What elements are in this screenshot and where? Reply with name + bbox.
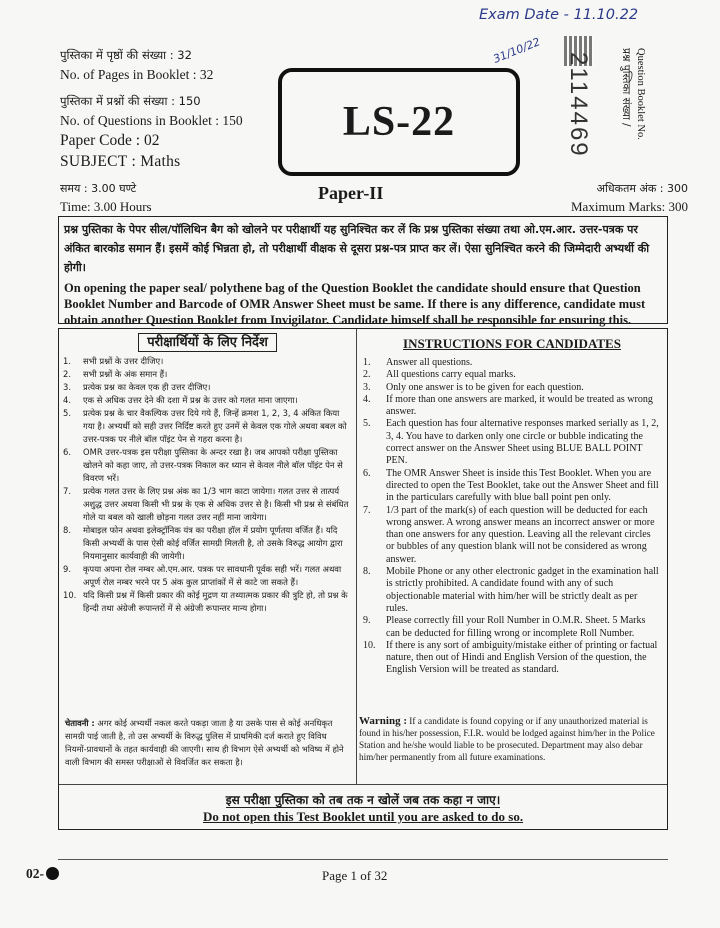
instruction-number: 5. bbox=[63, 408, 71, 418]
hindi-instructions-title: परीक्षार्थियों के लिए निर्देश bbox=[59, 332, 356, 350]
pages-count-en: No. of Pages in Booklet : 32 bbox=[60, 67, 214, 82]
instruction-number: 9. bbox=[63, 564, 71, 574]
serial-label-hi: प्रश्न पुस्तिका संख्या / bbox=[620, 48, 632, 127]
warning-hi: चेतावनी : अगर कोई अभ्यर्थी नकल करते पकड़ा जाता है या उसके पास से कोई अनधिकृत सामग्री पाई जाती है, तो उस अभ्यर्थी के विरुद्ध पुलिस में प्राथमिकी दर्ज कराते हुए विविध नियमों-प्रावधानों के तहत कार्यवाही की जाएगी। साथ ही विभाग ऐसे अभ्यर्थी को भविष्य में होने वाली विभाग की समस्त परीक्षाओं से विवर्जित कर सकता है। bbox=[65, 718, 344, 767]
instruction-number: 10. bbox=[363, 639, 376, 651]
hindi-instructions-list bbox=[59, 355, 349, 615]
column-divider bbox=[356, 329, 357, 784]
instruction-text: मोबाइल फोन अथवा इलेक्ट्रॉनिक यंत्र का परीक्षा हॉल में प्रयोग पूर्णतया वर्जित हैं। यदि किसी अभ्यर्थी के पास ऐसी कोई वर्जित सामग्री मिलती है, तो उसके विरुद्ध आयोग द्वारा नियमानुसार कार्यवाही की जायेगी। bbox=[83, 525, 343, 561]
instruction-number: 5. bbox=[363, 418, 371, 430]
instruction-number: 1. bbox=[63, 356, 71, 366]
instruction-number: 2. bbox=[63, 369, 71, 379]
serial-label bbox=[619, 48, 646, 140]
instruction-item bbox=[359, 394, 661, 419]
instruction-item bbox=[359, 369, 661, 381]
instruction-text: Please correctly fill your Roll Number in O.M.R. Sheet. 5 Marks can be deducted for filling wrong or incomplete Roll Number. bbox=[386, 615, 646, 639]
instruction-number: 8. bbox=[363, 566, 371, 578]
instruction-item bbox=[359, 566, 661, 615]
max-marks-hi: अधिकतम अंक : 300 bbox=[596, 182, 688, 195]
instruction-number: 8. bbox=[63, 525, 71, 535]
max-marks-en: Maximum Marks: 300 bbox=[571, 199, 688, 214]
instruction-number: 6. bbox=[63, 447, 71, 457]
questions-count-en: No. of Questions in Booklet : 150 bbox=[60, 113, 243, 128]
footer-divider bbox=[59, 784, 667, 785]
time-en: Time: 3.00 Hours bbox=[60, 199, 152, 214]
notice-hi: प्रश्न पुस्तिका के पेपर सील/पॉलिथिन बैग को खोलने पर परीक्षार्थी यह सुनिश्चित कर लें कि प्रश्न पुस्तिका संख्या तथा ओ.एम.आर. उत्तर-पत्रक पर अंकित बारकोड समान हैं। इसमें कोई भिन्नता हो, तो परीक्षार्थी वीक्षक से दूसरा प्रश्न-पत्र प्राप्त कर लें। ऐसा सुनिश्चित करने की जिम्मेदारी अभ्यर्थी की होगी। bbox=[64, 223, 650, 274]
notice-en: On opening the paper seal/ polythene bag of the Question Booklet the candidate should ensure that Question Booklet Number and Barcode of OMR Answer Sheet must be same. If there is any difference, candidate must obtain another Question Booklet from Invigilator. Candidate himself shall be responsible for ensuring this. bbox=[64, 281, 646, 327]
page-code: 02- bbox=[26, 866, 59, 882]
instruction-text: सभी प्रश्नों के उत्तर दीजिए। bbox=[83, 356, 164, 366]
paper-title: Paper-II bbox=[318, 183, 384, 203]
instruction-text: Only one answer is to be given for each question. bbox=[386, 381, 584, 393]
pages-count-hi: पुस्तिका में पृष्ठों की संख्या : 32 bbox=[60, 48, 192, 62]
instruction-text: सभी प्रश्नों के अंक समान हैं। bbox=[83, 369, 168, 379]
instruction-item bbox=[59, 589, 349, 615]
instruction-number: 6. bbox=[363, 467, 371, 479]
instruction-text: The OMR Answer Sheet is inside this Test Booklet. When you are directed to open the Test Booklet, take out the Answer Sheet and fill in the particulars carefully with blue ball point pen only. bbox=[386, 467, 659, 504]
instruction-number: 10. bbox=[63, 590, 77, 600]
instruction-text: Mobile Phone or any other electronic gadget in the examination hall is strictly prohibited. A candidate found with any of such objectionable material with him/her will be strictly dealt as per rules. bbox=[386, 566, 659, 614]
instruction-item bbox=[59, 407, 349, 446]
instruction-text: कृपया अपना रोल नम्बर ओ.एम.आर. पत्रक पर सावधानी पूर्वक सही भरें। गलत अथवा अपूर्ण रोल नम्बर भरने पर 5 अंक कुल प्राप्तांकों में से काटे जा सकते हैं। bbox=[83, 564, 342, 587]
instruction-number: 3. bbox=[63, 382, 71, 392]
instruction-text: 1/3 part of the mark(s) of each question will be deducted for each wrong answer. A wrong answer means an incorrect answer or more than one answers for any question. Leaving all the relevant circles or bubbles of any question blank will not be considered as wrong answer. bbox=[386, 504, 655, 565]
english-instructions-list bbox=[359, 357, 661, 677]
booklet-code-box bbox=[278, 68, 520, 176]
questions-count-hi: पुस्तिका में प्रश्नों की संख्या : 150 bbox=[60, 94, 201, 108]
instruction-item bbox=[59, 355, 349, 368]
serial-number: 2114469 bbox=[565, 52, 592, 158]
instruction-text: प्रत्येक प्रश्न के चार वैकल्पिक उत्तर दिये गये हैं, जिन्हें क्रमश 1, 2, 3, 4 अंकित किया गया है। अभ्यर्थी को सही उत्तर निर्दिष्ट करते हुए उनमें से केवल एक गोले अथवा बबल को उत्तर-पत्रक पर नीले बॉल पॉइंट पेन से गहरा करना है। bbox=[83, 408, 347, 444]
instruction-item bbox=[59, 381, 349, 394]
instruction-text: If there is any sort of ambiguity/mistake either of printing or factual nature, then out of Hindi and English Version of the question, the English Version will be treated as standard. bbox=[386, 639, 658, 676]
bottom-rule bbox=[58, 859, 668, 860]
serial-label-en: Question Booklet No. bbox=[635, 48, 646, 140]
instructions-box bbox=[58, 328, 668, 830]
instruction-text: प्रत्येक प्रश्न का केवल एक ही उत्तर दीजिए। bbox=[83, 382, 211, 392]
instruction-item bbox=[359, 505, 661, 566]
instruction-number: 7. bbox=[363, 504, 371, 516]
handwritten-exam-date: Exam Date - 11.10.22 bbox=[479, 7, 639, 23]
instruction-item bbox=[59, 368, 349, 381]
instruction-text: एक से अधिक उत्तर देने की दशा में प्रश्न के उत्तर को गलत माना जाएगा। bbox=[83, 395, 298, 405]
instruction-number: 2. bbox=[363, 369, 371, 381]
instruction-item bbox=[359, 357, 661, 369]
instruction-item bbox=[359, 468, 661, 505]
instruction-item bbox=[59, 524, 349, 563]
booklet-code: LS-22 bbox=[342, 99, 456, 145]
time-hi: समय : 3.00 घण्टे bbox=[60, 182, 137, 195]
instruction-text: All questions carry equal marks. bbox=[386, 369, 516, 381]
instruction-text: If more than one answers are marked, it would be treated as wrong answer. bbox=[386, 393, 653, 418]
english-instructions-title: INSTRUCTIONS FOR CANDIDATES bbox=[403, 336, 621, 351]
instruction-item bbox=[59, 563, 349, 589]
footer-hi: इस परीक्षा पुस्तिका को तब तक न खोलें जब तक कहा न जाए। bbox=[225, 793, 501, 807]
instruction-item bbox=[59, 446, 349, 485]
instruction-item bbox=[59, 394, 349, 407]
instruction-number: 7. bbox=[63, 486, 71, 496]
instruction-number: 9. bbox=[363, 615, 371, 627]
paper-code: Paper Code : 02 bbox=[60, 132, 160, 149]
instruction-text: प्रत्येक गलत उत्तर के लिए प्रश्न अंक का 1/3 भाग काटा जायेगा। गलत उत्तर से तात्पर्य अशुद्ध उत्तर अथवा किसी भी प्रश्न के एक से अधिक उत्तर से है। किसी भी प्रश्न से संबंधित गोले या बबल को खाली छोड़ना गलत उत्तर नहीं माना जायेगा। bbox=[83, 486, 349, 522]
instruction-number: 4. bbox=[63, 395, 71, 405]
instruction-text: OMR उत्तर-पत्रक इस परीक्षा पुस्तिका के अन्दर रखा है। जब आपको परीक्षा पुस्तिका खोलने को कहा जाए, तो उत्तर-पत्रक निकाल कर ध्यान से केवल नीले बॉल पॉइंट पेन से विवरण भरें। bbox=[83, 447, 343, 483]
warning-en: Warning : If a candidate is found copying or if any unauthorized material is found in his/her possession, F.I.R. would be lodged against him/her in the Police Station and he/she would liable to be prosecuted. Department may also debar him/her permanently from all future examinations. bbox=[359, 715, 655, 762]
instruction-number: 1. bbox=[363, 357, 371, 368]
instruction-text: Answer all questions. bbox=[386, 357, 473, 368]
circle-symbol-icon bbox=[46, 867, 59, 880]
instruction-item bbox=[59, 485, 349, 524]
handwritten-stamp-date: 31/10/22 bbox=[491, 35, 543, 66]
serial-number-block bbox=[560, 52, 610, 182]
instruction-number: 4. bbox=[363, 393, 371, 405]
instruction-number: 3. bbox=[363, 381, 371, 393]
instruction-item bbox=[359, 418, 661, 467]
instruction-item bbox=[359, 382, 661, 394]
instruction-item bbox=[359, 615, 661, 640]
page-number: Page 1 of 32 bbox=[322, 868, 388, 883]
instruction-item bbox=[359, 640, 661, 677]
notice-box bbox=[58, 216, 668, 327]
instruction-text: Each question has four alternative responses marked serially as 1, 2, 3, 4. You have to darken only one circle or bubble indicating the correct answer on the Answer Sheet using BLUE BALL POINT PEN. bbox=[386, 418, 659, 467]
instruction-text: यदि किसी प्रश्न में किसी प्रकार की कोई मुद्रण या तथ्यात्मक प्रकार की त्रुटि हो, तो प्रश्न के हिन्दी तथा अंग्रेजी रूपान्तरों में से अंग्रेजी रूपान्तर मान्य होगा। bbox=[83, 590, 348, 613]
subject: SUBJECT : Maths bbox=[60, 153, 181, 170]
footer-en: Do not open this Test Booklet until you are asked to do so. bbox=[202, 809, 524, 824]
